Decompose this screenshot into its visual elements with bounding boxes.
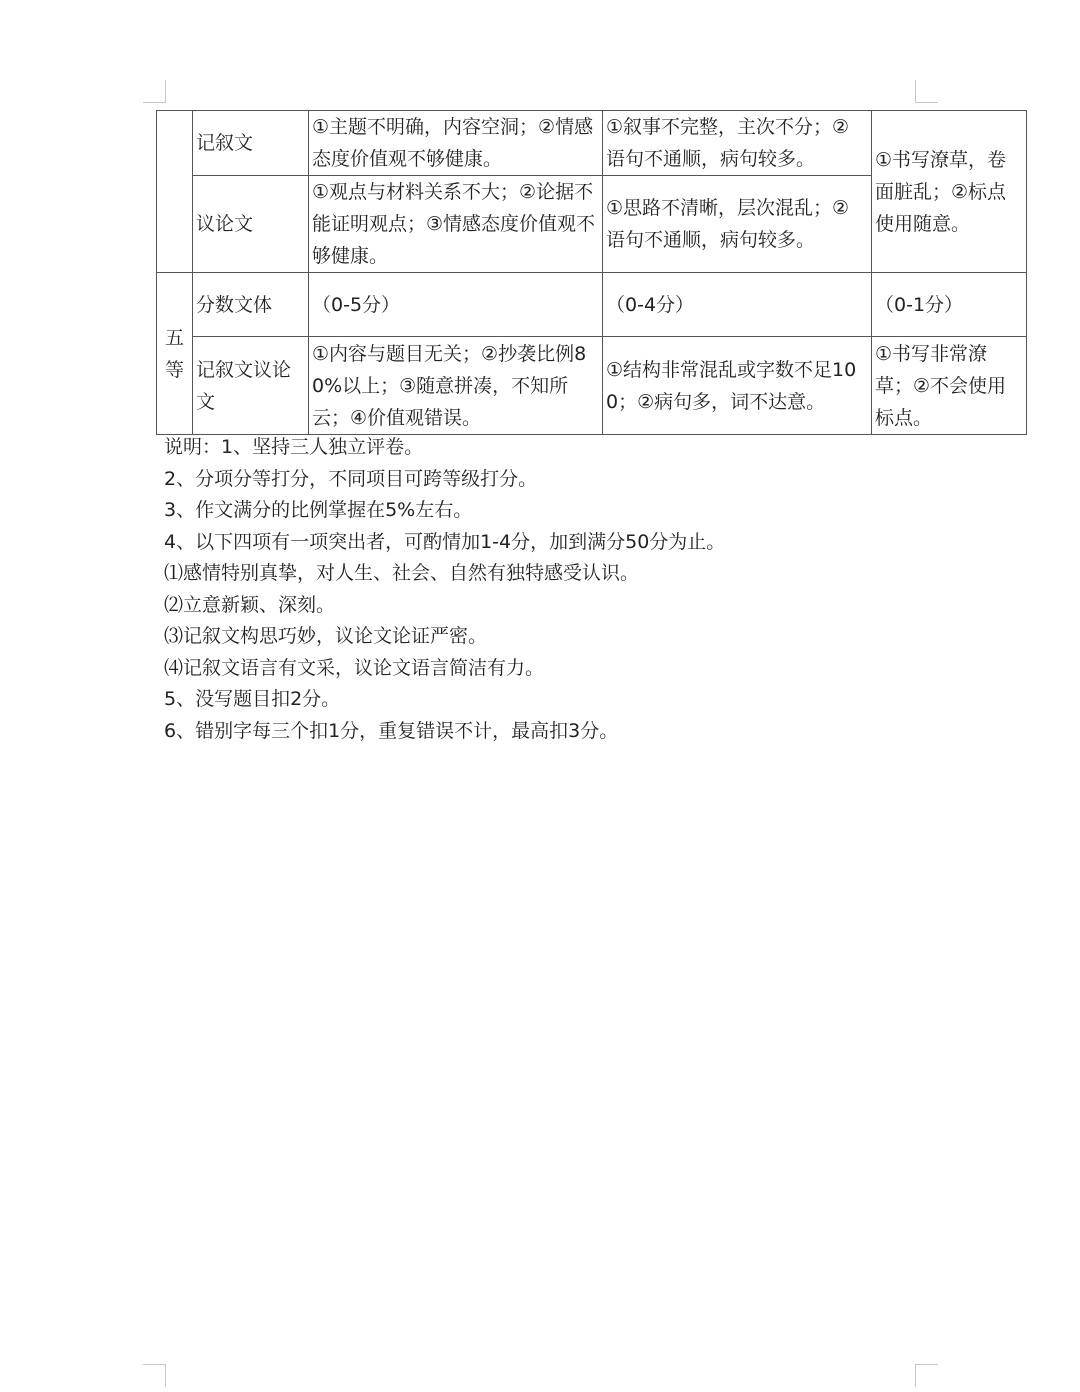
crop-mark-top-right [915,80,938,103]
note-line: ⑵立意新颖、深刻。 [164,593,336,616]
grade-five-cell: 五等 [157,273,193,435]
notes-section [164,432,1024,747]
table-row [157,111,1027,176]
crop-mark-bottom-left [143,1364,166,1387]
writing-cell: ①书写非常潦草；②不会使用标点。 [872,337,1027,435]
content-cell: ①内容与题目无关；②抄袭比例80%以上；③随意拼凑，不知所云；④价值观错误。 [309,337,603,435]
structure-cell: ①叙事不完整，主次不分；②语句不通顺，病句较多。 [603,111,872,176]
content-cell: ①主题不明确，内容空洞；②情感态度价值观不够健康。 [309,111,603,176]
note-line: ⑴感情特别真挚，对人生、社会、自然有独特感受认识。 [164,562,640,584]
note-line: 5、没写题目扣2分。 [164,688,341,710]
note-line: 6、错别字每三个扣1分，重复错误不计，最高扣3分。 [164,719,619,742]
score-structure-cell: （0-4分） [603,273,872,337]
structure-cell: ①结构非常混乱或字数不足100；②病句多，词不达意。 [603,337,872,435]
score-content-cell: （0-5分） [309,273,603,337]
note-line: 4、以下四项有一项突出者，可酌情加1-4分，加到满分50分为止。 [164,530,726,553]
crop-mark-bottom-right [915,1364,938,1387]
table-row [157,337,1027,435]
type-cell: 议论文 [193,176,309,273]
type-cell: 记叙文议论文 [193,337,309,435]
table-row [157,273,1027,337]
score-writing-cell: （0-1分） [872,273,1027,337]
note-line: ⑷记叙文语言有文采，议论文语言简洁有力。 [164,656,545,679]
content-cell: ①观点与材料关系不大；②论据不能证明观点；③情感态度价值观不够健康。 [309,176,603,273]
note-line: ⑶记叙文构思巧妙，议论文论证严密。 [164,625,488,647]
scoring-table [156,110,1027,435]
crop-mark-top-left [143,80,166,103]
note-line: 说明：1、坚持三人独立评卷。 [164,436,424,458]
writing-cell: ①书写潦草，卷面脏乱；②标点使用随意。 [872,111,1027,273]
structure-cell: ①思路不清晰，层次混乱；②语句不通顺，病句较多。 [603,176,872,273]
note-line: 2、分项分等打分，不同项目可跨等级打分。 [164,467,538,490]
note-line: 3、作文满分的比例掌握在5%左右。 [164,499,473,521]
type-cell: 记叙文 [193,111,309,176]
grade-cell-blank [157,111,193,273]
score-label-cell: 分数文体 [193,273,309,337]
